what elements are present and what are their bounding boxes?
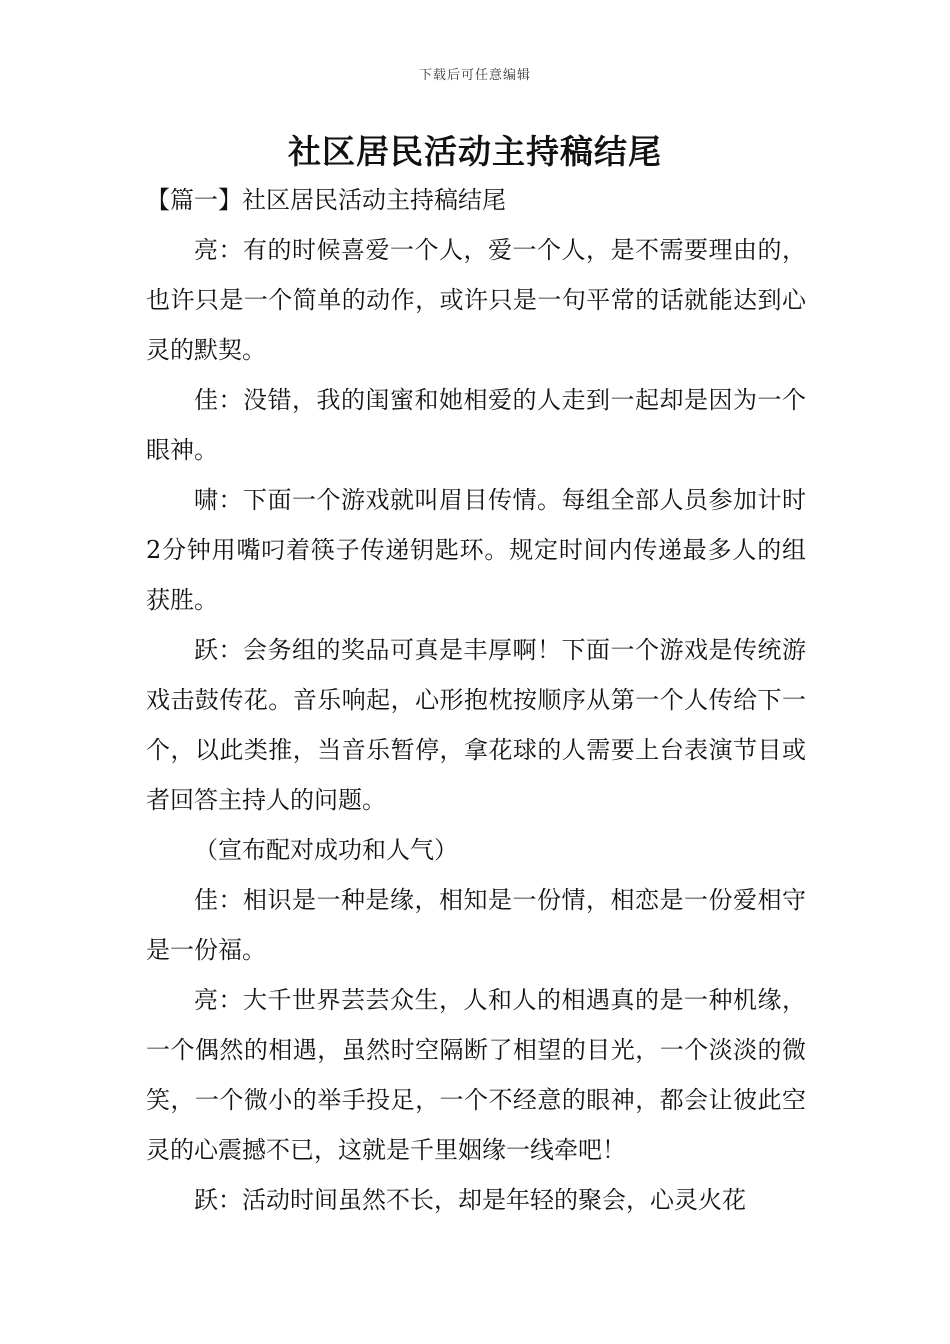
paragraph: 佳：没错，我的闺蜜和她相爱的人走到一起却是因为一个眼神。	[146, 386, 806, 464]
document-title: 社区居民活动主持稿结尾	[288, 132, 662, 171]
paragraph: 跃：会务组的奖品可真是丰厚啊！下面一个游戏是传统游戏击鼓传花。音乐响起，心形抱枕按顺序从第一个人传给下一个，以此类推，当音乐暂停，拿花球的人需要上台表演节目或者回答主持人的问题。	[146, 636, 806, 814]
paragraph: 佳：相识是一种是缘，相知是一份情，相恋是一份爱相守是一份福。	[146, 886, 806, 964]
paragraph: （宣布配对成功和人气）	[194, 836, 458, 864]
paragraph: 亮：大千世界芸芸众生，人和人的相遇真的是一种机缘，一个偶然的相遇，虽然时空隔断了相望的目光，一个淡淡的微笑，一个微小的举手投足，一个不经意的眼神，都会让彼此空灵的心震撼不已，这就是千里姻缘一线牵吧！	[146, 986, 806, 1164]
body-text	[146, 225, 806, 1225]
paragraph: 啸：下面一个游戏就叫眉目传情。每组全部人员参加计时2分钟用嘴叼着筷子传递钥匙环。规定时间内传递最多人的组获胜。	[146, 486, 806, 614]
paragraph: 跃：活动时间虽然不长，却是年轻的聚会，心灵火花	[194, 1186, 746, 1214]
section-heading: 【篇一】社区居民活动主持稿结尾	[146, 186, 506, 214]
header-note: 下载后可任意编辑	[418, 68, 531, 83]
paragraph: 亮：有的时候喜爱一个人，爱一个人，是不需要理由的，也许只是一个简单的动作，或许只是一句平常的话就能达到心灵的默契。	[146, 236, 806, 364]
